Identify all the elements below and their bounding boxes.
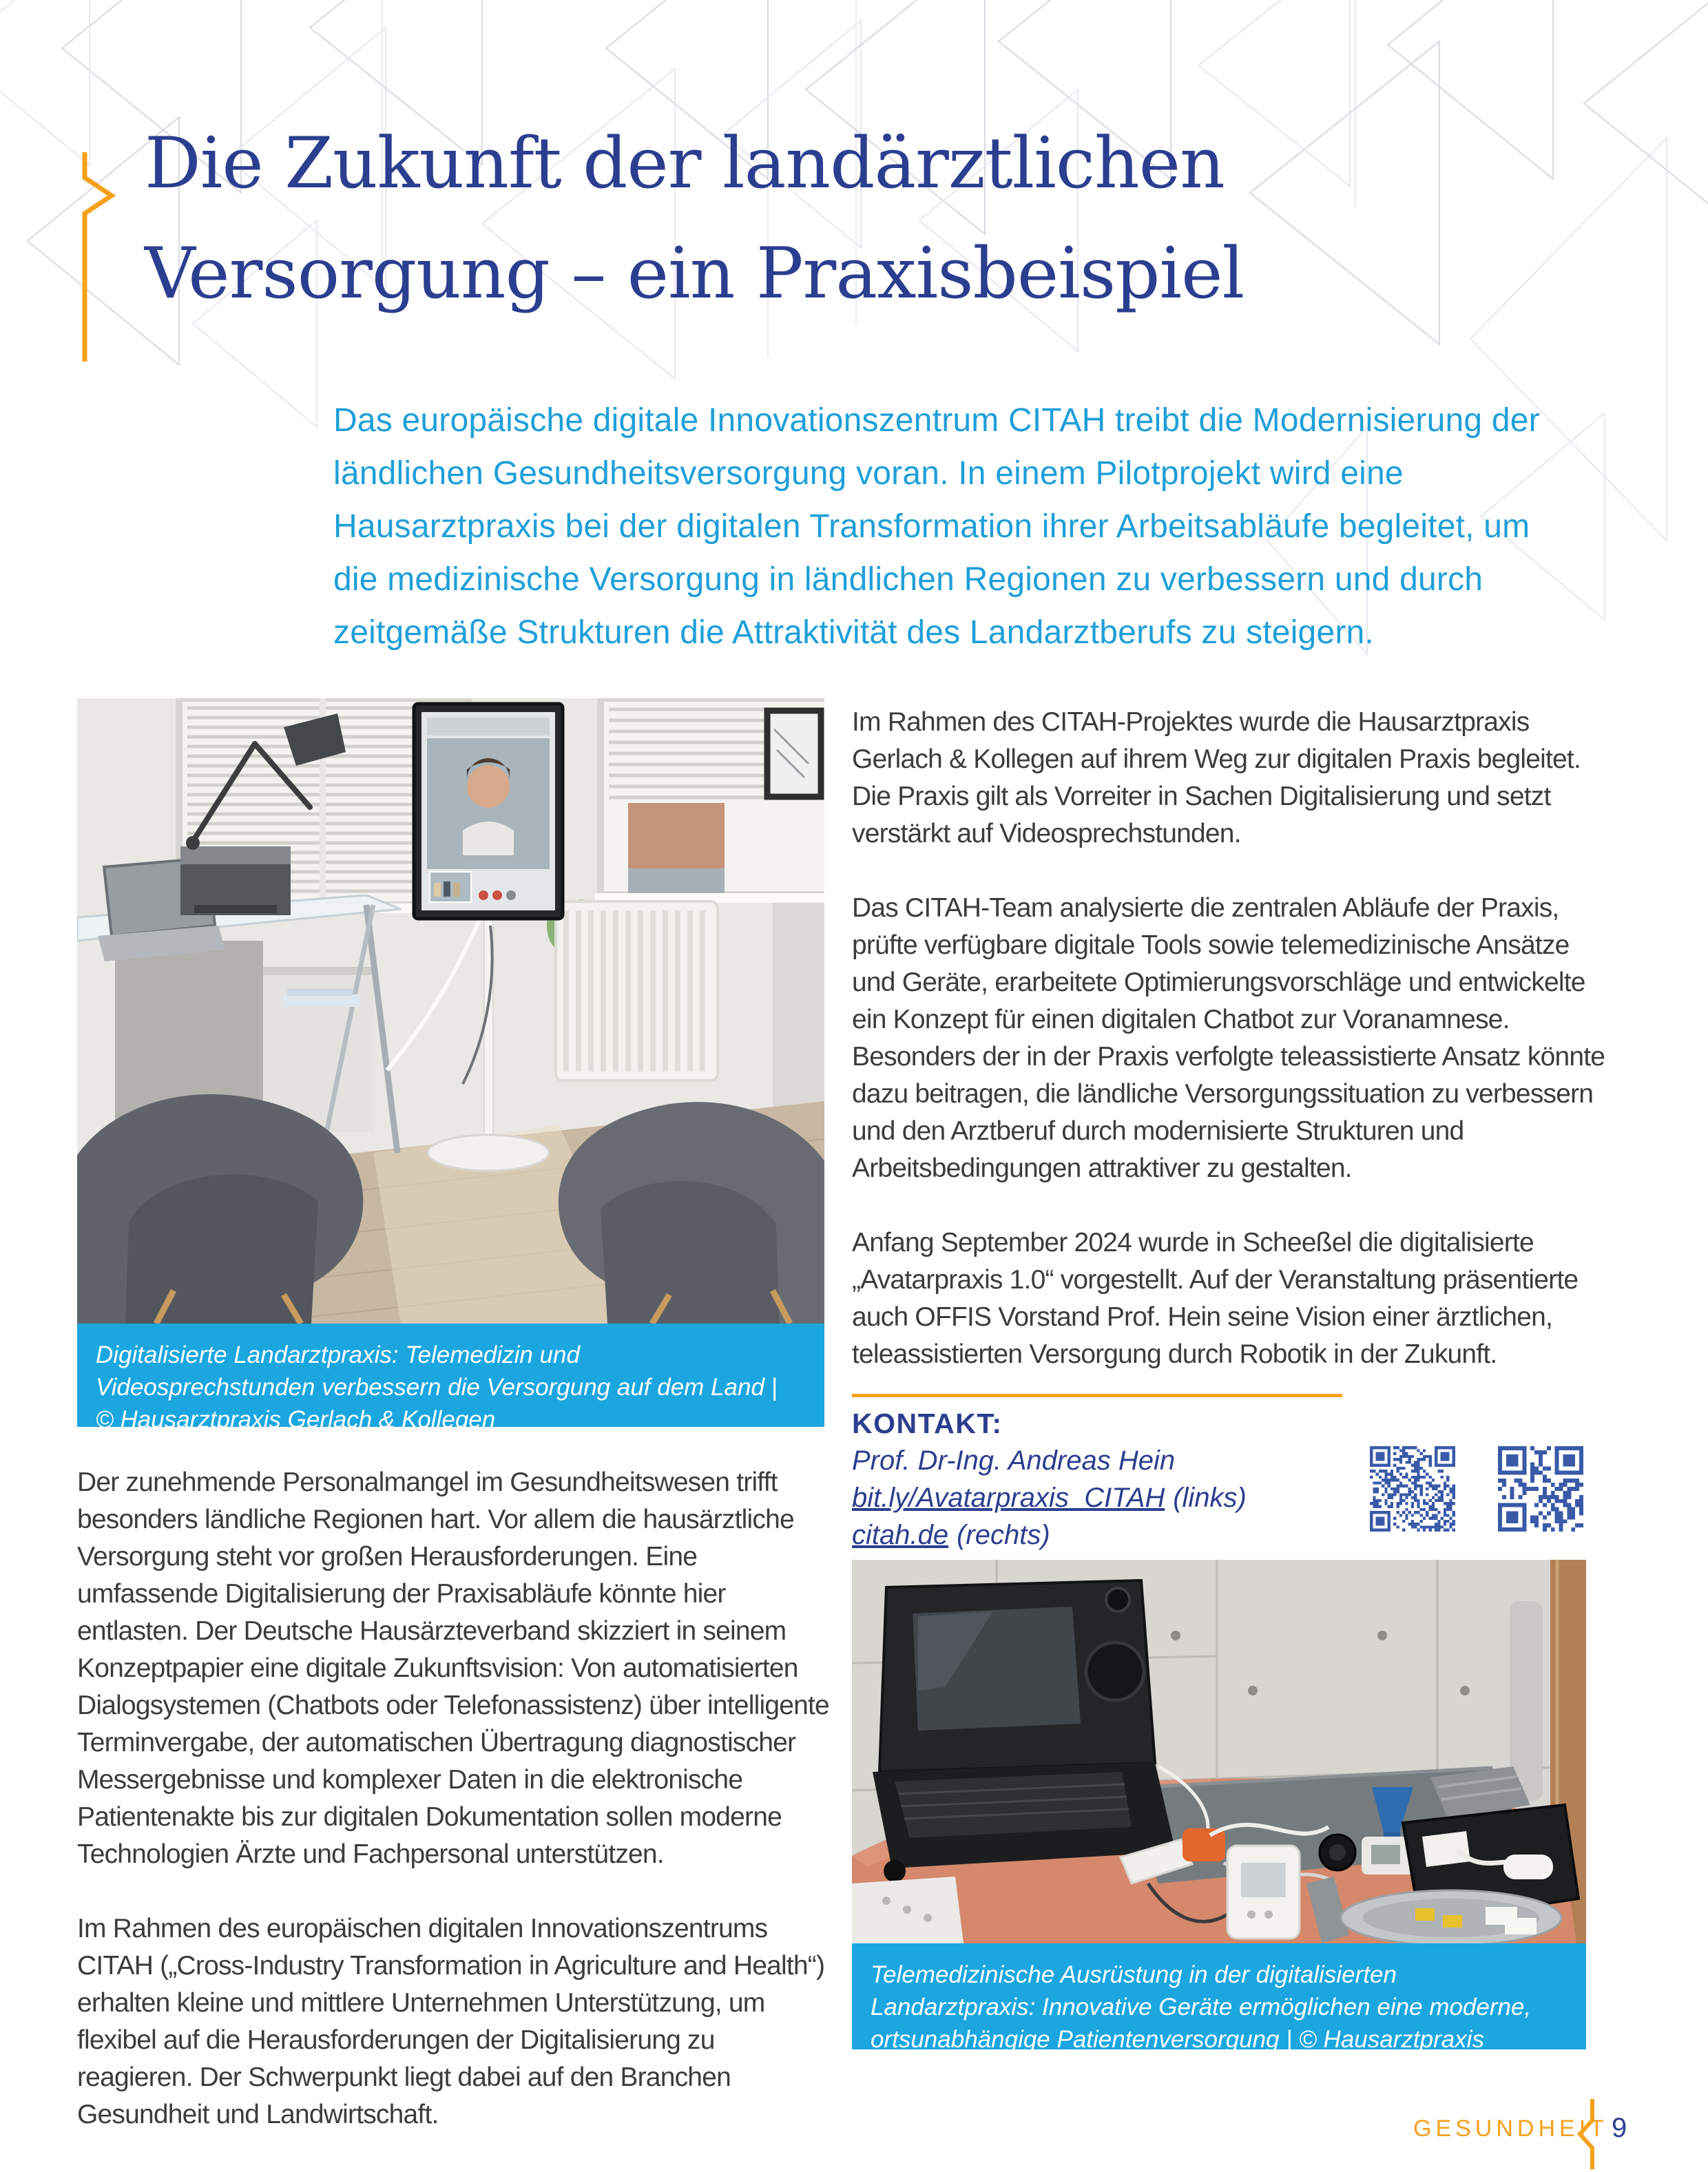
photo-telemedizin-image bbox=[852, 1560, 1586, 1943]
contact-link2-row bbox=[852, 1516, 1362, 1554]
page-title bbox=[145, 109, 1244, 329]
contact-block bbox=[852, 1405, 1362, 1554]
chevron-left-mark-icon bbox=[1576, 2099, 1599, 2169]
contact-link-citah[interactable]: citah.de bbox=[852, 1520, 949, 1550]
qr-code-left bbox=[1370, 1446, 1455, 1532]
left-column bbox=[77, 1464, 831, 2171]
footer-page-number: 9 bbox=[1612, 2113, 1627, 2143]
contact-link2-suffix: (rechts) bbox=[957, 1520, 1050, 1550]
contact-name: Prof. Dr-Ing. Andreas Hein bbox=[852, 1445, 1176, 1476]
photo-telemedizin-ausruestung bbox=[852, 1560, 1586, 2085]
page-title-line1: Die Zukunft der landärztlichen bbox=[145, 123, 1225, 205]
contact-heading: KONTAKT: bbox=[852, 1408, 1003, 1439]
contact-link1-suffix: (links) bbox=[1173, 1483, 1247, 1513]
photo1-caption: Digitalisierte Landarztpraxis: Telemedizin und Videosprechstunden verbessern die Versorgung auf dem Land | © Hausarztpraxis Gerlach & Kollegen bbox=[77, 1324, 824, 1427]
photo-videosprechstunde-image bbox=[77, 698, 824, 1324]
page-title-line2: Versorgung – ein Praxisbeispiel bbox=[145, 233, 1244, 315]
chevron-right-mark-icon bbox=[81, 152, 129, 366]
contact-link-avatarpraxis[interactable]: bit.ly/Avatarpraxis_CITAH bbox=[852, 1483, 1165, 1513]
right-paragraph-2: Das CITAH-Team analysierte die zentralen Abläufe der Praxis, prüfte verfügbare digitale Tools sowie telemedizinische Ansätze und Geräte, erarbeitete Optimierungsvorschläge und entwickelte ein Konzept für einen digitalen Chatbot zur Voranamnese. Besonders der in der Praxis verfolgte teleassistierte Ansatz könnte dazu beitragen, die ländliche Versorgungssituation zu verbessern und den Arztberuf durch modernisierte Strukturen und Arbeitsbedingungen attraktiver zu gestalten. bbox=[852, 893, 1605, 1183]
qr-code-right bbox=[1498, 1446, 1583, 1532]
photo-videosprechstunde bbox=[77, 698, 824, 1433]
intro-teaser: Das europäische digitale Innovationszentrum CITAH treibt die Modernisierung der ländlichen Gesundheitsversorgung voran. In einem Pilotprojekt wird eine Hausarztpraxis bei der digitalen Transformation ihrer Arbeitsabläufe begleitet, um die medizinische Versorgung in ländlichen Regionen zu verbessern und durch zeitgemäße Strukturen die Attraktivität des Landarztberufs zu steigern. bbox=[333, 402, 1540, 651]
photo2-caption: Telemedizinische Ausrüstung in der digitalisierten Landarztpraxis: Innovative Geräte ermöglichen eine moderne, ortsunabhängige Patientenversorgung | © Hausarztpraxis Gerlach & Kollegen bbox=[852, 1943, 1586, 2049]
left-paragraph-1: Der zunehmende Personalmangel im Gesundheitswesen trifft besonders ländliche Regionen hart. Vor allem die hausärztliche Versorgung steht vor großen Herausforderungen. Eine umfassende Digitalisierung der Praxisabläufe könnte hier entlasten. Der Deutsche Hausärzteverband skizziert in seinem Konzeptpapier eine digitale Zukunftsvision: Von automatisierten Dialogsystemen (Chatbots oder Telefonassistenz) über intelligente Terminvergabe, der automatischen Übertragung diagnostischer Messergebnisse und komplexer Daten in die elektronische Patientenakte bis zur digitalen Dokumentation sollen moderne Technologien Ärzte und Fachpersonal unterstützen. bbox=[77, 1468, 829, 1869]
right-column bbox=[852, 704, 1607, 1410]
contact-divider-line bbox=[852, 1394, 1342, 1397]
right-paragraph-1: Im Rahmen des CITAH-Projektes wurde die Hausarztpraxis Gerlach & Kollegen auf ihrem Weg zur digitalen Praxis begleitet. Die Praxis gilt als Vorreiter in Sachen Digitalisierung und setzt verstärkt auf Videosprechstunden. bbox=[852, 707, 1581, 848]
footer-section-label: GESUNDHEIT bbox=[1413, 2116, 1608, 2142]
left-paragraph-2: Im Rahmen des europäischen digitalen Innovationszentrums CITAH („Cross-Industry Transformation in Agriculture and Health“) erhalten kleine und mittlere Unternehmen Unterstützung, um flexibel auf die Herausforderungen der Digitalisierung zu reagieren. Der Schwerpunkt liegt dabei auf den Branchen Gesundheit und Landwirtschaft. bbox=[77, 1914, 825, 2129]
contact-link1-row bbox=[852, 1479, 1362, 1516]
right-paragraph-3: Anfang September 2024 wurde in Scheeßel die digitalisierte „Avatarpraxis 1.0“ vorgestellt. Auf der Veranstaltung präsentierte auch OFFIS Vorstand Prof. Hein seine Vision einer ärztlichen, teleassistierten Versorgung durch Robotik in der Zukunft. bbox=[852, 1228, 1579, 1369]
